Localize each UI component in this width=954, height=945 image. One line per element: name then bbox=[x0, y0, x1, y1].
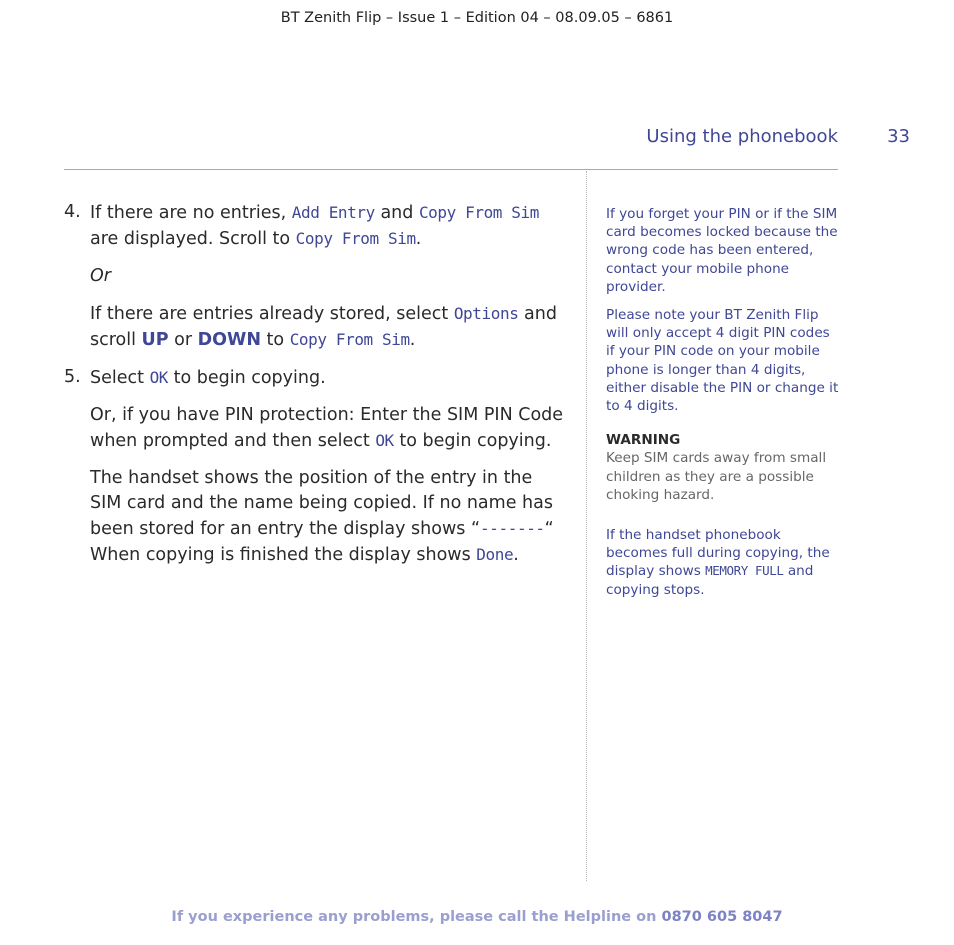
step-5 bbox=[64, 365, 564, 391]
step-text: Or, if you have PIN protection: Enter the SIM PIN Code when prompted and then select bbox=[90, 405, 564, 451]
footer-text: If you experience any problems, please call the Helpline on bbox=[171, 909, 662, 925]
lcd-ok: OK bbox=[375, 431, 394, 450]
lcd-done: Done bbox=[476, 545, 514, 564]
lcd-ok: OK bbox=[149, 368, 169, 387]
note-memory-full bbox=[606, 526, 842, 599]
step-text: and bbox=[374, 203, 419, 223]
section-title: Using the phonebook bbox=[646, 126, 838, 147]
header-rule bbox=[64, 169, 838, 170]
step-4-alternative bbox=[64, 301, 564, 353]
helpline-number: 0870 605 8047 bbox=[661, 909, 783, 925]
main-instructions bbox=[64, 200, 564, 580]
step-5-display-info bbox=[64, 466, 564, 568]
document-info-header: BT Zenith Flip – Issue 1 – Edition 04 – 08.09.05 – 6861 bbox=[280, 10, 674, 26]
or-separator: Or bbox=[90, 266, 111, 286]
step-text: If there are no entries, bbox=[90, 203, 292, 223]
lcd-dashes: ------- bbox=[480, 519, 545, 538]
warning-title: WARNING bbox=[606, 432, 681, 449]
helpline-footer bbox=[0, 909, 954, 925]
step-text: to begin copying. bbox=[168, 368, 326, 388]
step-text: “ When copying is finished the display shows bbox=[90, 519, 554, 565]
step-number: 4. bbox=[64, 202, 81, 222]
note-text: If the handset phonebook becomes full during copying, the display shows bbox=[606, 527, 830, 580]
lcd-add-entry: Add Entry bbox=[291, 203, 375, 222]
column-divider bbox=[586, 171, 587, 881]
step-5-pin-protection bbox=[64, 403, 564, 454]
lcd-copy-from-sim: Copy From Sim bbox=[295, 229, 416, 248]
step-number: 5. bbox=[64, 367, 81, 387]
note-forgot-pin: If you forget your PIN or if the SIM card becomes locked because the wrong code has been entered, contact your mobile phone provider. bbox=[606, 206, 838, 295]
lcd-options: Options bbox=[453, 304, 519, 323]
lcd-copy-from-sim: Copy From Sim bbox=[289, 330, 410, 349]
warning-text: Keep SIM cards away from small children as they are a possible choking hazard. bbox=[606, 450, 827, 503]
page-number: 33 bbox=[887, 126, 910, 147]
note-pin-length: Please note your BT Zenith Flip will only accept 4 digit PIN codes if your PIN code on your mobile phone is longer than 4 digits, either disable the PIN or change it to 4 digits. bbox=[606, 307, 839, 415]
step-text: . bbox=[409, 330, 416, 350]
note-text: and copying stops. bbox=[606, 563, 814, 598]
step-4 bbox=[64, 200, 564, 252]
step-text: . bbox=[415, 229, 422, 249]
step-text: . bbox=[513, 545, 519, 565]
step-text: to begin copying. bbox=[393, 431, 552, 451]
step-text: Select bbox=[90, 368, 150, 388]
step-text: The handset shows the position of the entry in the SIM card and the name being copied. If no name has been stored for an entry the display shows “ bbox=[90, 468, 553, 539]
step-text: or bbox=[168, 330, 198, 350]
key-up: UP bbox=[141, 330, 169, 350]
lcd-memory-full: MEMORY FULL bbox=[705, 563, 784, 579]
lcd-copy-from-sim: Copy From Sim bbox=[418, 203, 539, 222]
step-text: and scroll bbox=[90, 304, 557, 350]
step-text: are displayed. Scroll to bbox=[90, 229, 296, 249]
step-text: If there are entries already stored, select bbox=[90, 304, 454, 324]
key-down: DOWN bbox=[197, 330, 261, 350]
sidebar-notes bbox=[606, 205, 842, 609]
step-text: to bbox=[260, 330, 290, 350]
